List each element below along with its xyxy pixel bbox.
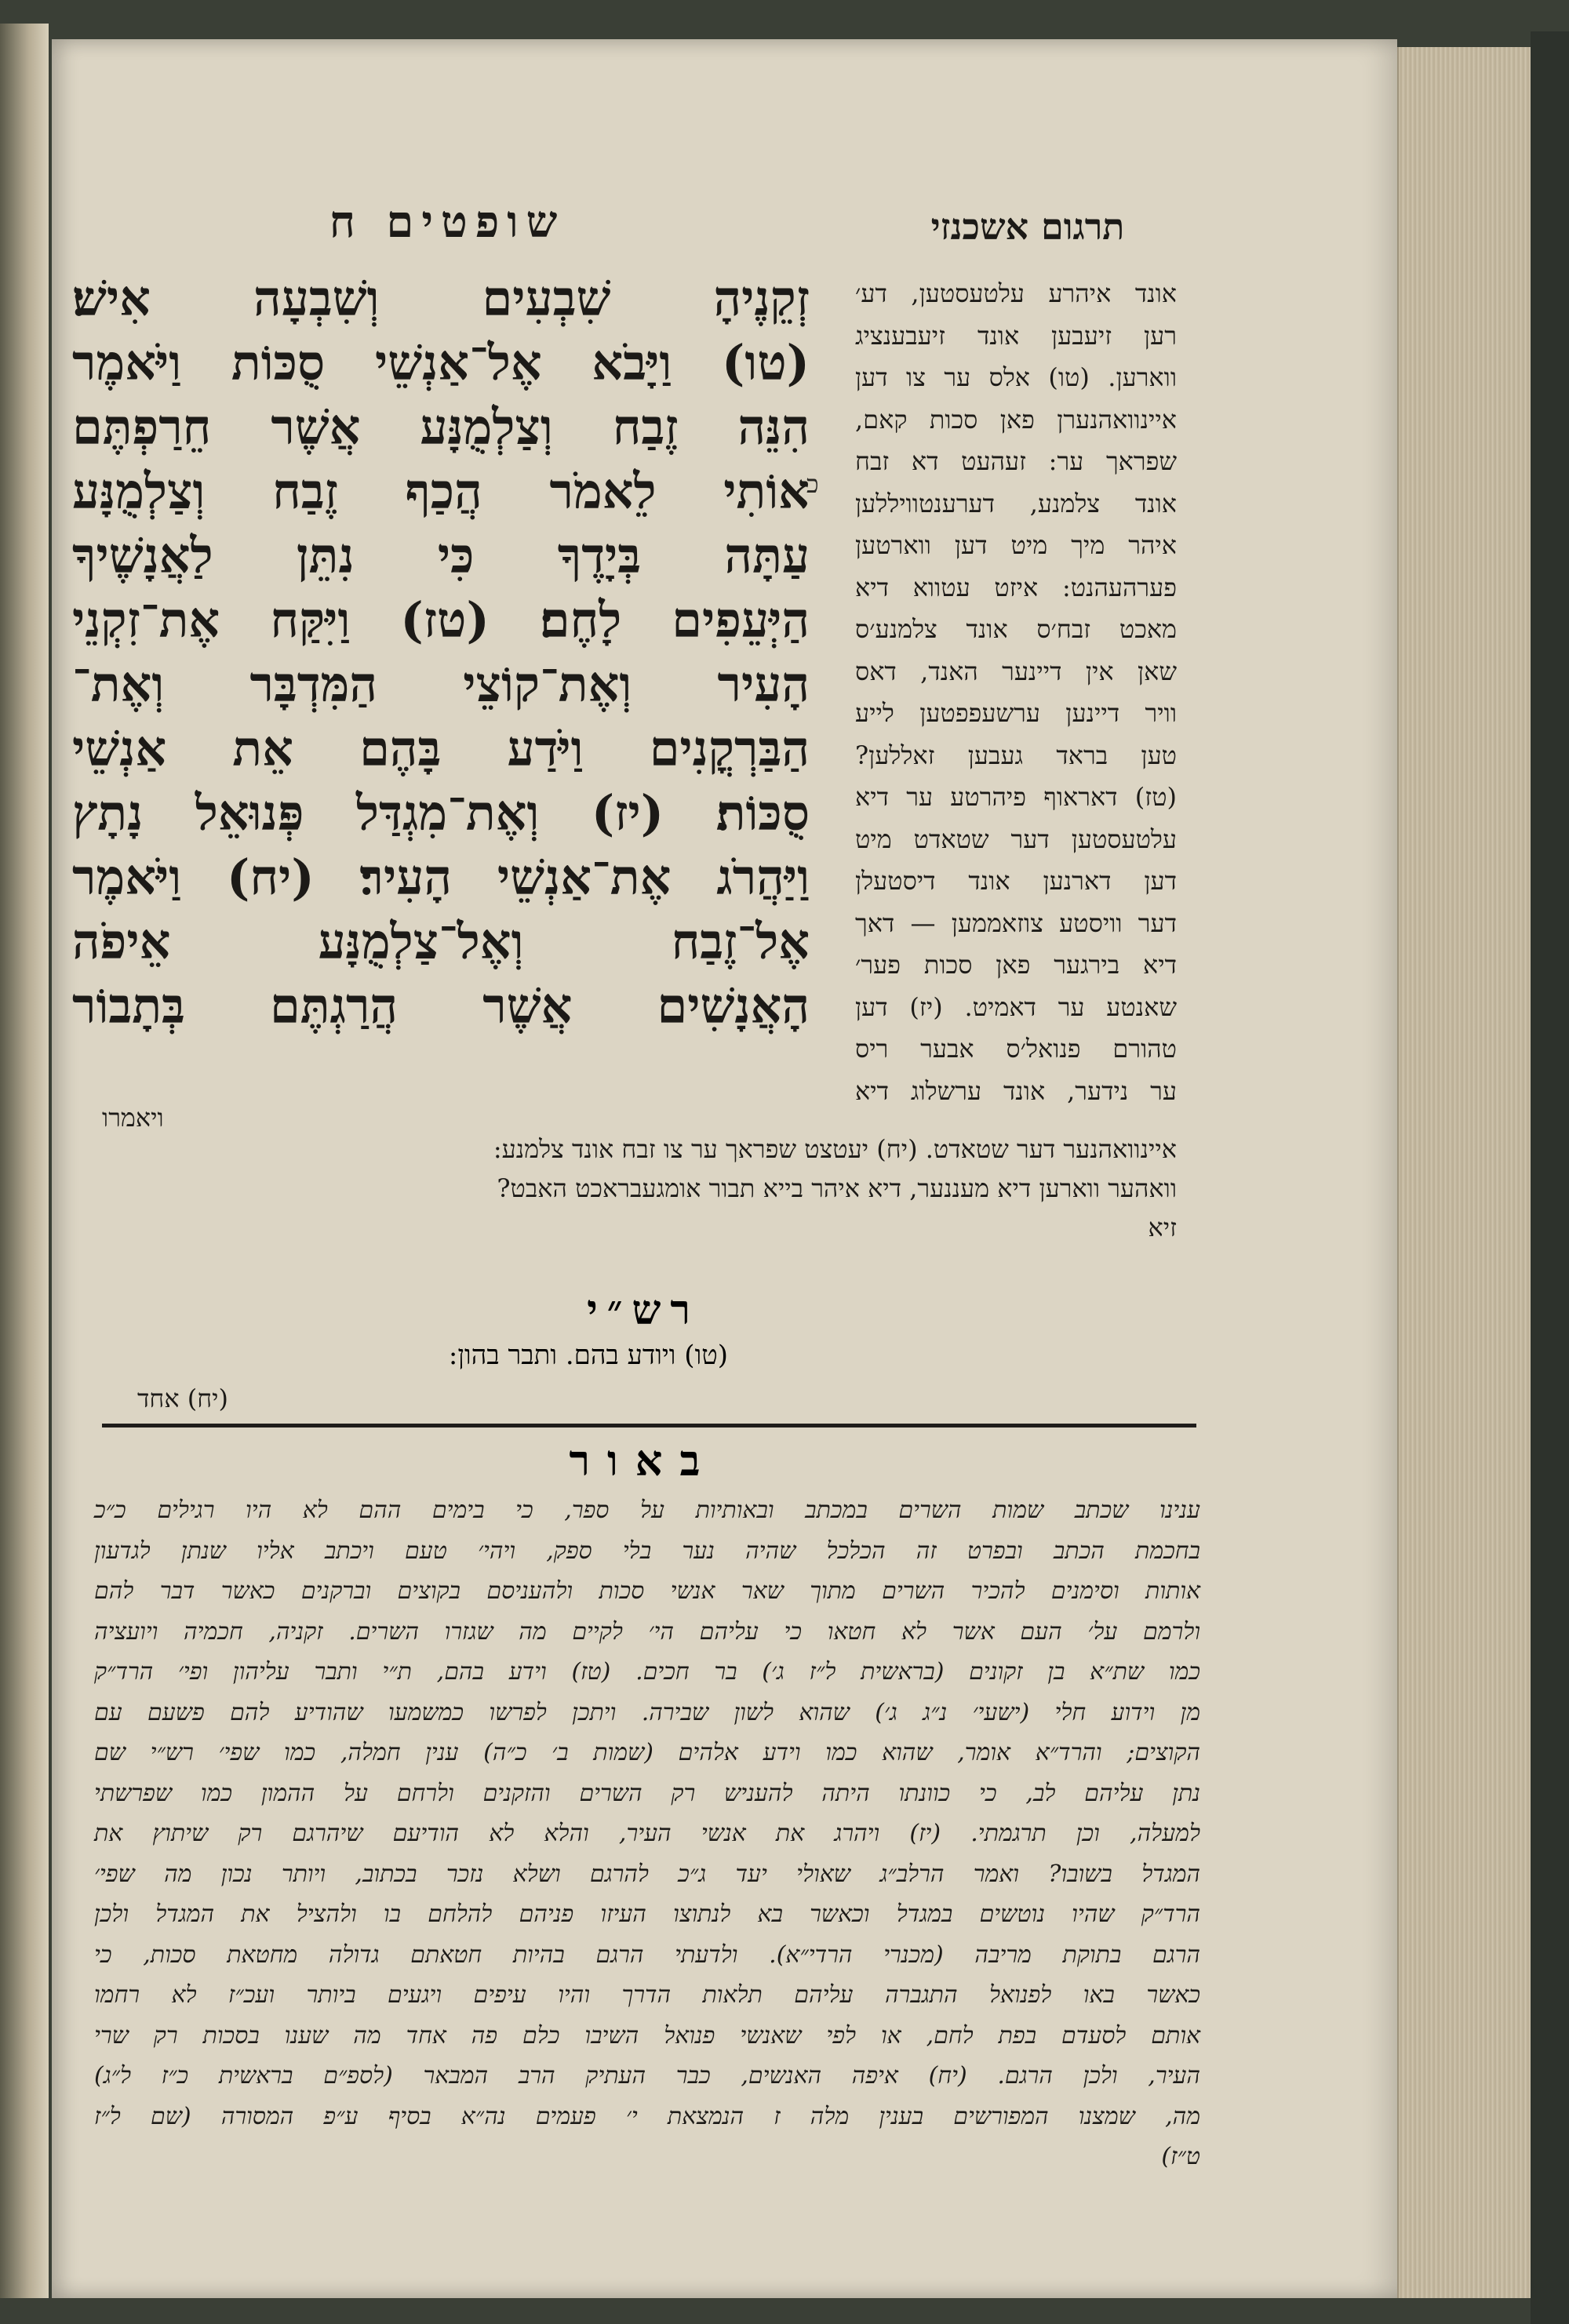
biur-line: המגדל בשובו? ואמר הרלב״ג שאולי יעד ג״כ להרגם ושלא נזכר בכתוב, ויותר נכון מה שפי׳ — [94, 1860, 1200, 1888]
biur-line: הרגם בתוקת מריבה (מכנרי הרדי״א). ולדעתי הרגם בהיות חטאתם גדולה מחטאת סכות, כי — [94, 1940, 1200, 1969]
targum-line: דער וויסטע צוזאממען — דאך — [855, 907, 1177, 938]
targum-line: מאכט זבח׳ס אונד צלמנע׳ס — [855, 614, 1177, 644]
targum-line: אונד איהרע עלטעסטען, דע׳ — [855, 278, 1177, 308]
text-line: הַיְּעֵפִים לָחֶם׃ (טז) וַיִּקַּח אֶת־זִקְנֵי — [72, 591, 810, 649]
targum-line: ווארען. (טו) אלס ער צו דען — [855, 362, 1177, 392]
biur-line: מן וידוע חלי (ישעי׳ נ״ג ג׳) שהוא לשון שבירה. ויתכן לפרשו כמשמעו שהודיע להם פשעם עם — [94, 1698, 1200, 1726]
biur-line: אותם לסעדם בפת לחם, או לפי שאנשי פנואל השיבו כלם פה אחד מה שענו בסכות רק שרי — [94, 2021, 1200, 2049]
biur-line: כמו שת״א בן זקונים (בראשית ל״ז ג׳) בר חכים. (טז) וידע בהם, ת״י ותבר עליהון ופי׳ הרד״ק — [94, 1658, 1200, 1686]
text-line: (טו) וַיָּבֹא אֶל־אַנְשֵׁי סֻכּוֹת וַיֹּאמֶר — [72, 334, 810, 391]
targum-line: טען בראד געבען זאללען? — [855, 740, 1177, 770]
text-line: הָאֲנָשִׁים אֲשֶׁר הֲרַגְתֶּם בְּתָבוֹר — [72, 977, 810, 1035]
biur-line: הרד״ק שהיו נוטשים במגדל וכאשר בא לנתוצו העיזו פניהם להלחם בו ולהציל את המגדל ולכן — [94, 1900, 1200, 1928]
text-line: סֻכּוֹת׃ (יז) וְאֶת־מִגְדַּל פְּנוּאֵל נָתָץ — [72, 784, 810, 842]
biur-line: העיר, ולכן הרגם. (יח) איפה האנשים, כבר העתיק הרב המבאר (לספ״ם בראשית כ״ז ל״ג) — [94, 2062, 1200, 2089]
text-line: זְקֵנֶיהָ שִׁבְעִים וְשִׁבְעָה אִישׁ׃ — [72, 270, 810, 327]
continuation-line: זיא — [1148, 1213, 1177, 1242]
text-line: הַבַּרְקֳנִים וַיֹּדַע בָּהֶם אֵת אַנְשֵׁי — [72, 720, 810, 777]
text-line: אֶל־זֶבַח וְאֶל־צַלְמֻנָּע אֵיפֹה — [72, 913, 810, 970]
text-line: אוֹתִי לֵאמֹר הֲכַף זֶבַח וְצַלְמֻנָּע — [72, 463, 810, 520]
targum-line: איהר מיך מיט דען ווארטען — [855, 530, 1177, 560]
biur-commentary — [94, 1490, 1200, 2177]
targum-line: דען דארנען אונד דיסטעלן — [855, 866, 1177, 896]
targum-line: טהורם פנואל׳ס אבער ריס — [855, 1034, 1177, 1064]
targum-line: פערהעהנט: איזט עטווא דיא — [855, 572, 1177, 602]
biur-line: כאשר באו לפנואל התגברה עליהם תלאות הדרך והיו עיפים ויגעים ביותר ועכ״ז לא רחמו — [94, 1981, 1200, 2009]
targum-line: שאנטע ער דאמיט. (יז) דען — [855, 991, 1177, 1022]
section-divider — [102, 1424, 1196, 1427]
targum-line: (טז) דאראוף פיהרטע ער דיא — [855, 782, 1177, 812]
targum-line: שאן אין דיינער האנד, דאס — [855, 656, 1177, 686]
targum-line: שפראך ער: זעהעט דא זבח — [855, 446, 1177, 476]
book-cover-edge — [1531, 31, 1569, 2324]
biur-line: ענינו שכתב שמות השרים במכתב ובאותיות על ספר, כי בימים ההם לא היו רגילים כ״כ — [94, 1497, 1200, 1524]
biur-line: הקוצים; והרד״א אומר, שהוא כמו וידע אלהים (שמות ב׳ כ״ה) ענין חמלה, כמו שפי׳ רש״י שם — [94, 1739, 1200, 1766]
targum-title-header: תרגום אשכנזי — [930, 205, 1125, 248]
text-line: וַיַּהֲרֹג אֶת־אַנְשֵׁי הָעִיר׃ (יח) וַיֹּאמֶר — [72, 849, 810, 906]
biur-line: ט״ז) — [1161, 2143, 1200, 2170]
biur-line: בחכמת הכתב ובפרט זה הכלכל שהיה נער בלי ספק, ויהי׳ טעם ויכתב אליו שנתן לגדעון — [94, 1537, 1200, 1565]
continuation-line: וואהער ווארען דיא מעננער, דיא איהר בייא תבור אומגעבראכט האבט? — [497, 1173, 1177, 1203]
text-line: עַתָּה בְּיָדֶךָ כִּי נִתֵּן לַאֲנָשֶׁיךָ — [72, 527, 810, 584]
targum-line: דיא בירגער פאן סכות פער׳ — [855, 950, 1177, 980]
rashi-title: רש״י — [587, 1286, 700, 1334]
targum-line: איינוואהנערן פאן סכות קאם, — [855, 404, 1177, 435]
biur-line: למעלה, וכן תרגמתי. (יז) ויהרג את אנשי העיר, והלא לא הודיעם שיהרגם רק שיתוץ את — [94, 1820, 1200, 1847]
targum-line: אונד צלמנע, דערענטוויללען — [855, 488, 1177, 518]
targum-column — [855, 273, 1177, 1112]
biur-line: ולרמם על׳ העם אשר לא חטאו כי עליהם הי׳ לקיים מה שגזרו השרים. זקניה, חכמיה ויועציה — [94, 1617, 1200, 1646]
rashi-note: (יח) אחד — [137, 1384, 228, 1413]
biur-line: נתן עליהם לב, כי כוונתו היתה להעניש רק השרים והזקנים ולרחם על ההמון כמו שפרשתי — [94, 1779, 1200, 1807]
targum-line: ער נידער, אונד ערשלוג דיא — [855, 1075, 1177, 1106]
main-hebrew-text — [72, 267, 810, 1038]
biur-title: באור — [569, 1435, 718, 1486]
continuation-text: איינוואהנער דער שטאדט. (יח) יעטצט שפראך ער צו זבח אונד צלמנע: — [493, 1134, 1177, 1164]
targum-line: רען זיעבען אונד זיעבענציג — [855, 320, 1177, 351]
text-line: הָעִיר וְאֶת־קוֹצֵי הַמִּדְבָּר וְאֶת־ — [72, 656, 810, 713]
catchword-line — [102, 1103, 1177, 1169]
margin-mark: כ — [806, 469, 819, 499]
targum-line: וויר דיינען ערשעפפטען לייע — [855, 698, 1177, 728]
biur-line: אותות וסימנים להכיר השרים מתוך שאר אנשי סכות ולהעניסם בקוצים וברקנים כאשר דבר להם — [94, 1577, 1200, 1605]
text-line: הִנֵּה זֶבַח וְצַלְמֻנָּע אֲשֶׁר חֵרַפְתֶּם — [72, 398, 810, 456]
book-title-header: שופטים ח — [329, 196, 566, 248]
left-page-edge — [0, 24, 49, 2298]
targum-line: עלטעסטען דער שטאדט מיט — [855, 824, 1177, 854]
page-fore-edge — [1397, 47, 1532, 2298]
main-catchword: ויאמרו — [102, 1103, 164, 1133]
targum-continuation — [102, 1103, 1177, 1247]
rashi-text: (טו) ויודע בהם. ותבר בהון: — [448, 1340, 729, 1371]
biur-line: מה, שמצנו המפורשים בענין מלה ז הנמצאת י׳ פעמים נה״א בסיף ע״פ המסורה (שם ל״ז — [94, 2102, 1200, 2130]
